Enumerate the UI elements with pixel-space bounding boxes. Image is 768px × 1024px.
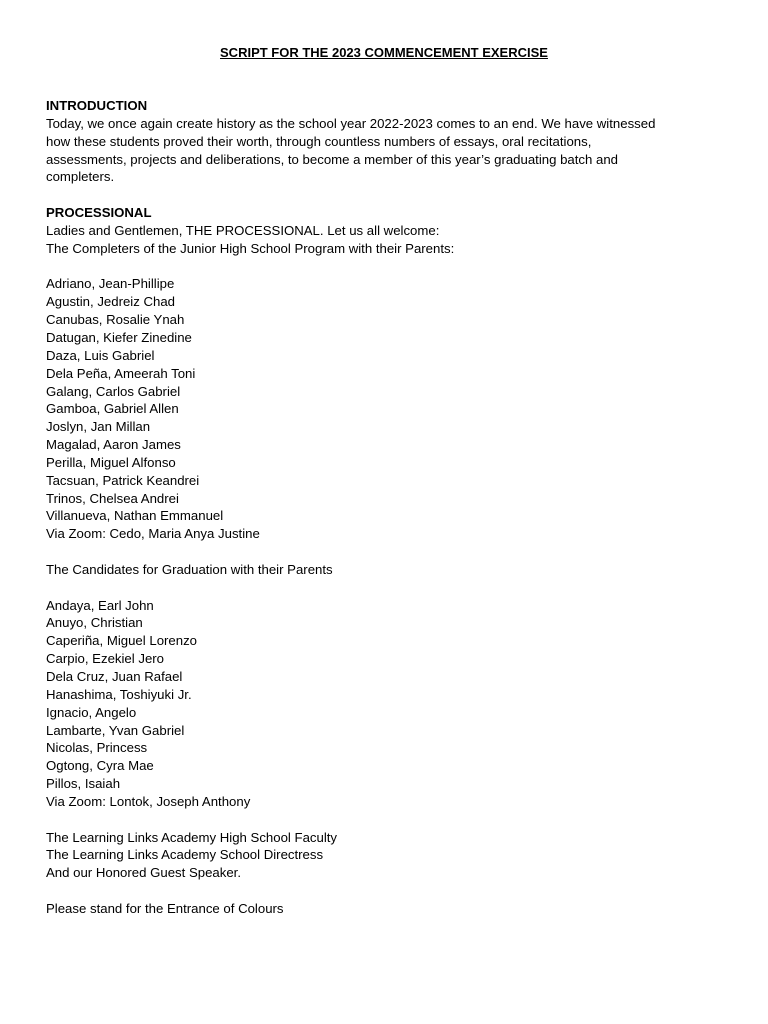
- list-item: Canubas, Rosalie Ynah: [46, 312, 185, 328]
- list-item: Villanueva, Nathan Emmanuel: [46, 508, 224, 524]
- list-item: Via Zoom: Cedo, Maria Anya Justine: [46, 526, 260, 542]
- list-item: Datugan, Kiefer Zinedine: [46, 329, 192, 345]
- list-item: Andaya, Earl John: [46, 597, 154, 613]
- list-item: Caperiña, Miguel Lorenzo: [46, 633, 198, 649]
- list-item: Carpio, Ezekiel Jero: [46, 651, 165, 667]
- introduction-line: completers.: [46, 169, 115, 185]
- list-item: Ogtong, Cyra Mae: [46, 758, 154, 774]
- processional-heading: PROCESSIONAL: [46, 205, 152, 221]
- spacer: [46, 579, 706, 597]
- list-item: Via Zoom: Lontok, Joseph Anthony: [46, 793, 251, 809]
- list-item: Hanashima, Toshiyuki Jr.: [46, 686, 192, 702]
- spacer: [46, 882, 706, 900]
- list-item: Adriano, Jean-Phillipe: [46, 276, 175, 292]
- list-item: Daza, Luis Gabriel: [46, 347, 155, 363]
- introduction-heading: INTRODUCTION: [46, 98, 148, 113]
- candidates-list: [46, 597, 706, 811]
- introduction-line: Today, we once again create history as the school year 2022-2023 comes to an end. We have witnessed: [46, 115, 656, 131]
- candidates-heading: The Candidates for Graduation with their Parents: [46, 561, 333, 577]
- list-item: Nicolas, Princess: [46, 740, 148, 756]
- completers-intro: The Completers of the Junior High School Program with their Parents:: [46, 240, 455, 256]
- list-item: Gamboa, Gabriel Allen: [46, 401, 179, 417]
- list-item: Joslyn, Jan Millan: [46, 419, 151, 435]
- list-item: The Learning Links Academy School Directress: [46, 847, 324, 863]
- list-item: Anuyo, Christian: [46, 615, 143, 631]
- list-item: Perilla, Miguel Alfonso: [46, 454, 176, 470]
- introduction-paragraph: [46, 115, 706, 186]
- final-instruction: Please stand for the Entrance of Colours: [46, 900, 284, 916]
- spacer: [46, 258, 706, 276]
- list-item: Galang, Carlos Gabriel: [46, 383, 181, 399]
- spacer: [46, 543, 706, 561]
- list-item: Tacsuan, Patrick Keandrei: [46, 472, 200, 488]
- processional-announcement: Ladies and Gentlemen, THE PROCESSIONAL. Let us all welcome:: [46, 222, 440, 238]
- spacer: [46, 186, 706, 204]
- list-item: And our Honored Guest Speaker.: [46, 865, 242, 881]
- list-item: Lambarte, Yvan Gabriel: [46, 722, 185, 738]
- closing-list: [46, 829, 706, 883]
- list-item: Trinos, Chelsea Andrei: [46, 490, 179, 506]
- list-item: The Learning Links Academy High School Faculty: [46, 829, 338, 845]
- list-item: Ignacio, Angelo: [46, 704, 137, 720]
- list-item: Pillos, Isaiah: [46, 776, 121, 792]
- completers-list: [46, 275, 706, 543]
- spacer: [46, 811, 706, 829]
- document-title: SCRIPT FOR THE 2023 COMMENCEMENT EXERCISE: [220, 45, 548, 60]
- list-item: Magalad, Aaron James: [46, 437, 181, 453]
- list-item: Dela Cruz, Juan Rafael: [46, 669, 183, 684]
- list-item: Agustin, Jedreiz Chad: [46, 294, 176, 310]
- introduction-line: how these students proved their worth, through countless numbers of essays, oral recitations,: [46, 133, 592, 149]
- list-item: Dela Peña, Ameerah Toni: [46, 365, 196, 381]
- document-body: [46, 97, 706, 918]
- introduction-line: assessments, projects and deliberations, to become a member of this year’s graduating batch and: [46, 151, 619, 167]
